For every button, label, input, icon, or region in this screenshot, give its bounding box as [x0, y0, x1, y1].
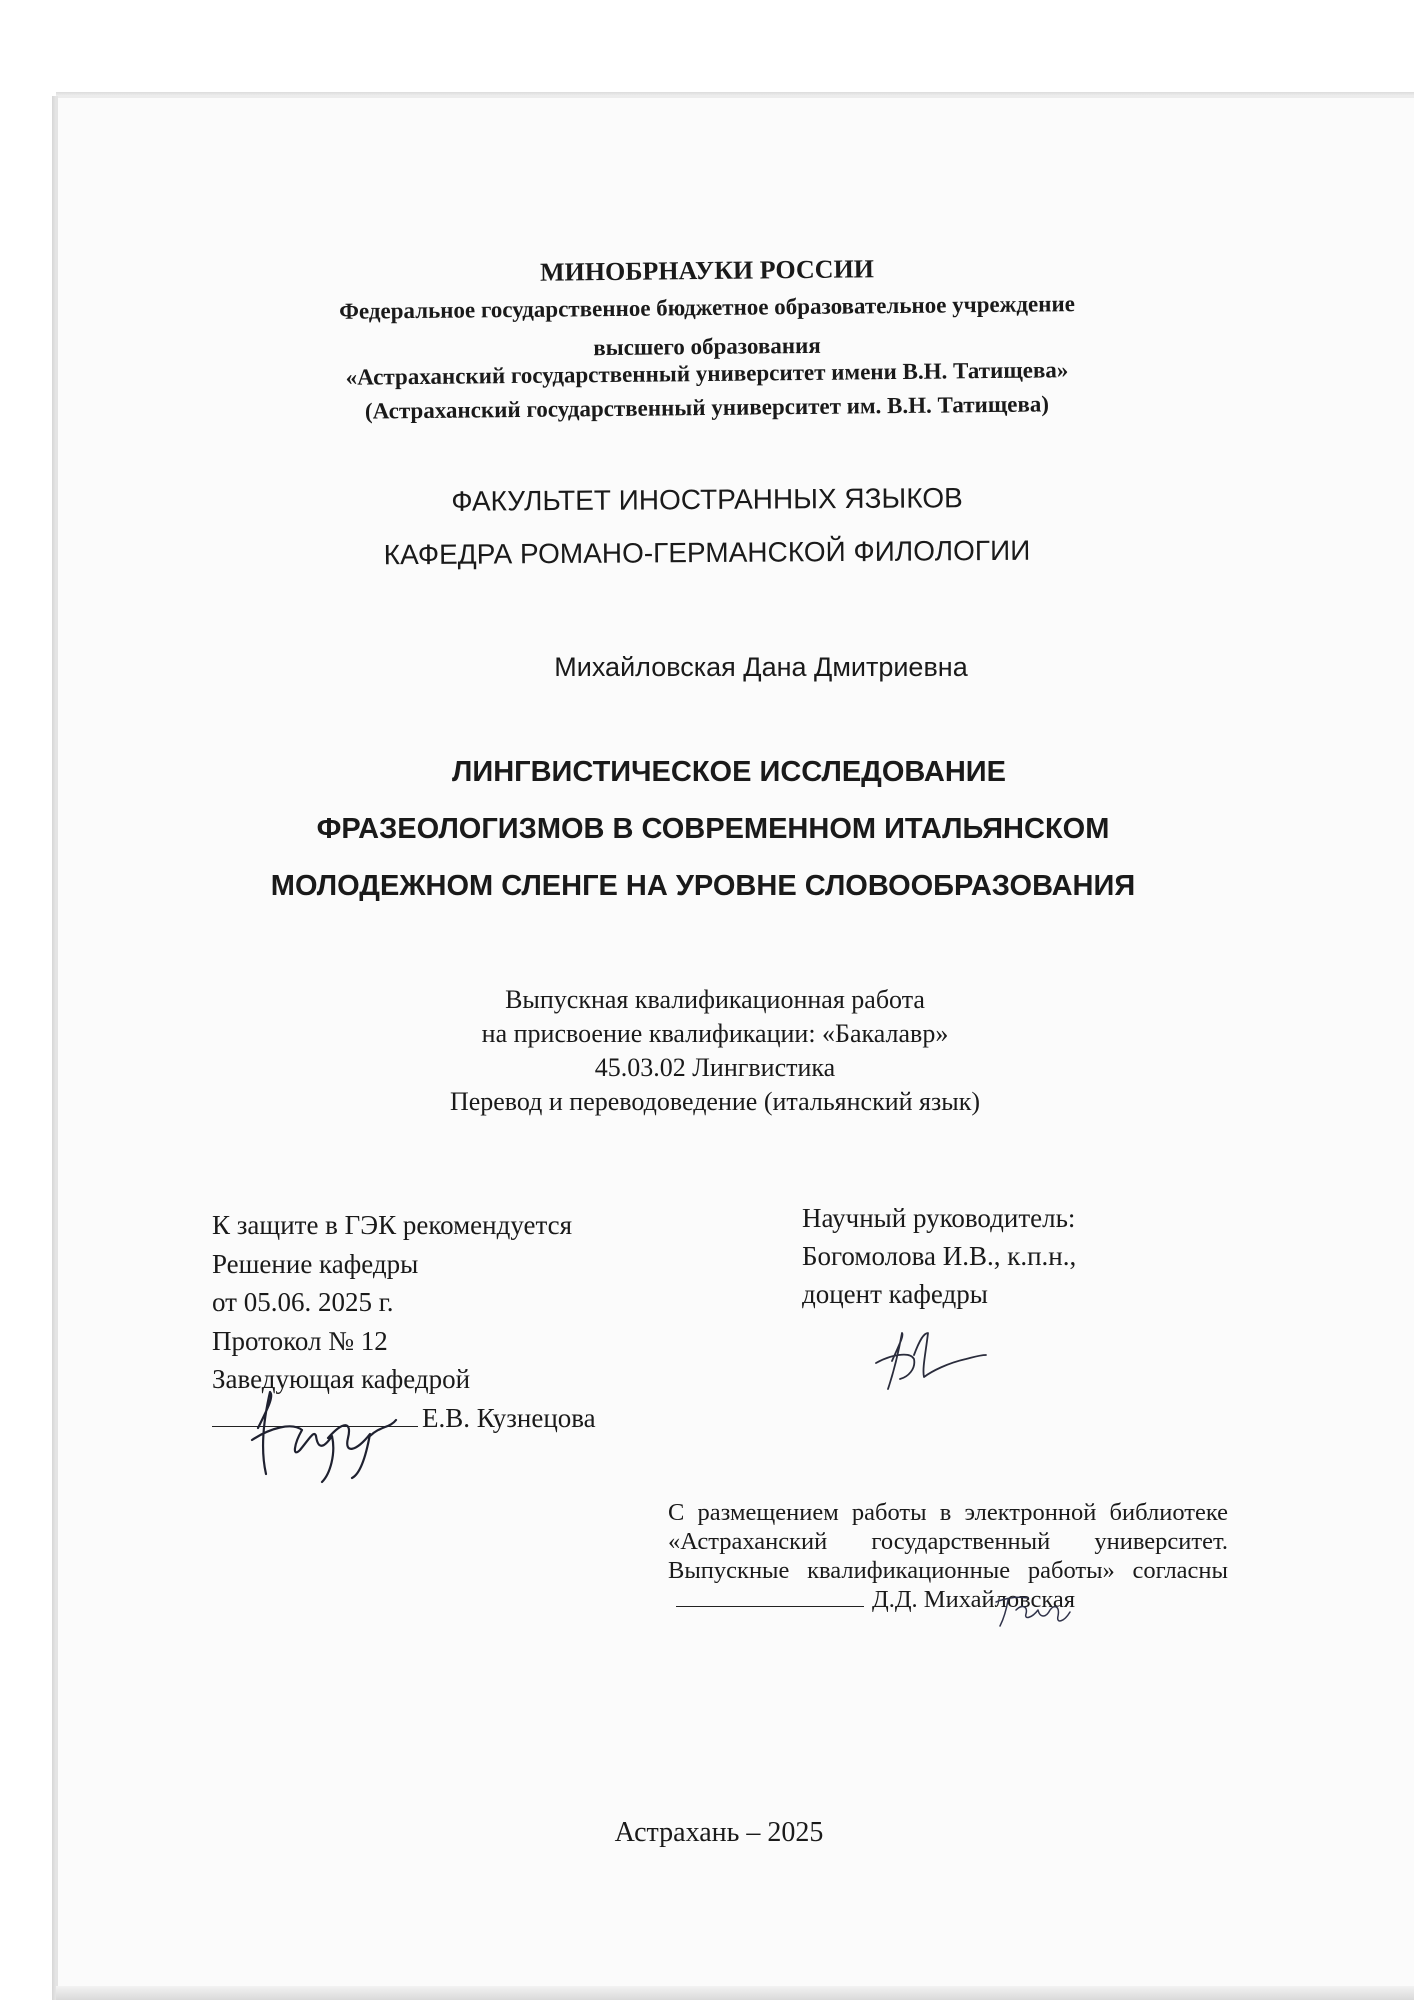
library-consent-paragraph [668, 1498, 1228, 1614]
defense-line-3: от 05.06. 2025 г. [212, 1287, 394, 1317]
paper-edge-bottom [56, 1986, 1414, 2000]
consent-signer: Д.Д. Михайловская [872, 1586, 1076, 1613]
defense-line-4: Протокол № 12 [212, 1325, 388, 1356]
supervisor-signature-handwriting [870, 1325, 1000, 1395]
work-type-line-3: 45.03.02 Лингвистика [594, 1053, 836, 1082]
institution-line-3: «Астраханский государственный университет имени В.Н. Татищева» [345, 357, 1069, 390]
consent-text: С размещением работы в электронной библиотеке «Астраханский государственный университет. Выпускные квалификационные работы» согласны [668, 1499, 1228, 1584]
student-signature-line [676, 1586, 864, 1607]
supervisor-line-3: доцент кафедры [802, 1279, 988, 1309]
institution-line-1: Федеральное государственное бюджетное образовательное учреждение [338, 291, 1075, 324]
city-year-footer: Астрахань – 2025 [614, 1817, 824, 1848]
defense-line-1: К защите в ГЭК рекомендуется [212, 1210, 573, 1240]
head-signature-handwriting [240, 1378, 440, 1488]
thesis-title-line-2: ФРАЗЕОЛОГИЗМОВ В СОВРЕМЕННОМ ИТАЛЬЯНСКОМ [316, 813, 1110, 845]
head-name: Е.В. Кузнецова [422, 1402, 596, 1433]
supervisor-block [802, 1199, 1076, 1313]
work-type-line-1: Выпускная квалификационная работа [505, 985, 925, 1014]
author-name: Михайловская Дана Дмитриевна [554, 652, 968, 682]
work-type-line-4: Перевод и переводоведение (итальянский язык) [449, 1087, 981, 1116]
student-signature-handwriting [988, 1588, 1078, 1636]
thesis-title-line-3: МОЛОДЕЖНОМ СЛЕНГЕ НА УРОВНЕ СЛОВООБРАЗОВАНИЯ [270, 870, 1136, 902]
work-type-line-2: на присвоение квалификации: «Бакалавр» [481, 1019, 949, 1048]
thesis-title-line-1: ЛИНГВИСТИЧЕСКОЕ ИССЛЕДОВАНИЕ [452, 756, 1006, 788]
defense-line-5: Заведующая кафедрой [212, 1364, 471, 1394]
institution-line-4: (Астраханский государственный университет им. В.Н. Татищева) [364, 391, 1050, 424]
faculty-name: ФАКУЛЬТЕТ ИНОСТРАННЫХ ЯЗЫКОВ [451, 482, 963, 517]
supervisor-line-1: Научный руководитель: [802, 1203, 1076, 1233]
department-name: КАФЕДРА РОМАНО-ГЕРМАНСКОЙ ФИЛОЛОГИИ [383, 534, 1031, 571]
defense-line-2: Решение кафедры [212, 1248, 419, 1279]
supervisor-line-2: Богомолова И.В., к.п.н., [802, 1241, 1077, 1271]
ministry-heading: МИНОБРНАУКИ РОССИИ [539, 254, 875, 287]
institution-line-2: высшего образования [593, 332, 821, 361]
